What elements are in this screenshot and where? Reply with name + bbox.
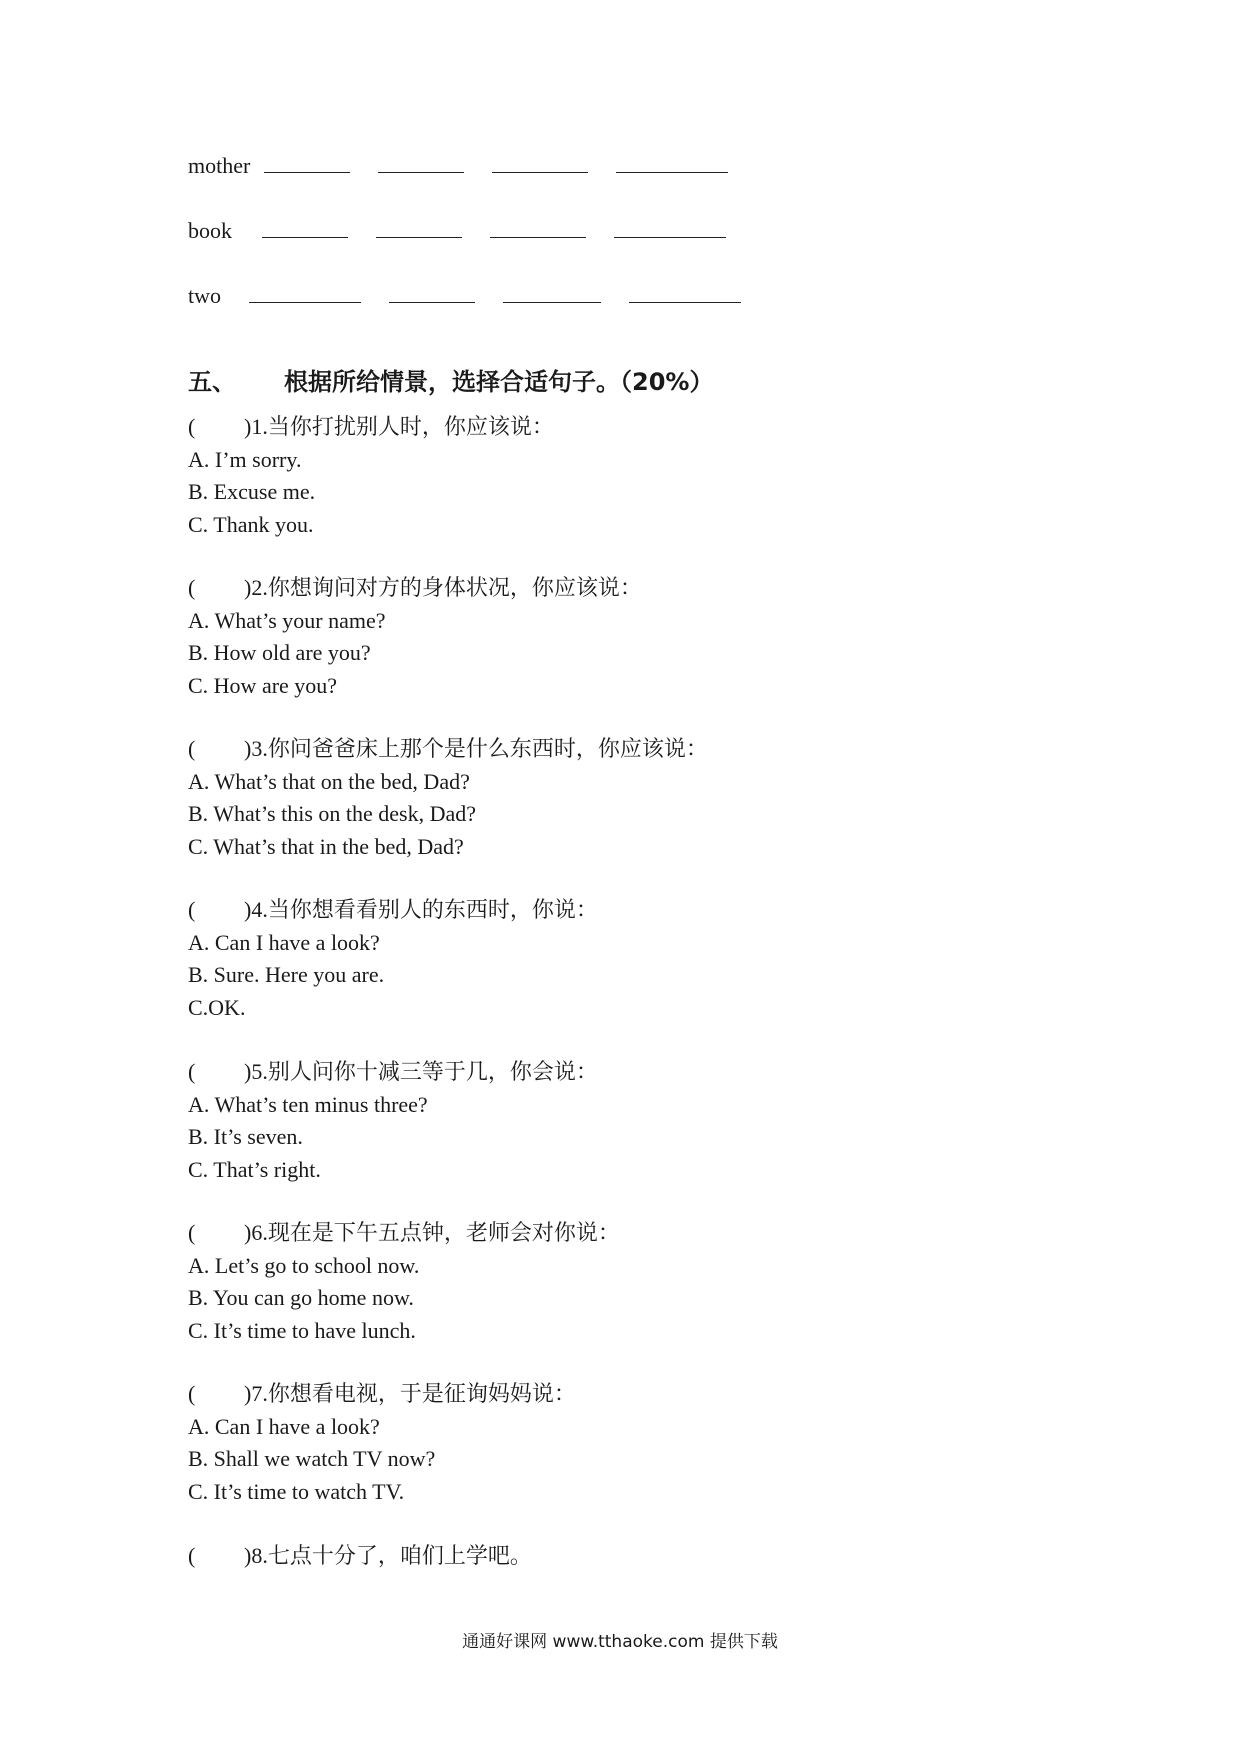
question-2: [188, 572, 642, 702]
answer-blank[interactable]: [264, 152, 350, 173]
question-6: [188, 1217, 620, 1347]
question-stem: [188, 1056, 598, 1089]
answer-blank[interactable]: [378, 152, 464, 173]
answer-blank[interactable]: [389, 282, 475, 303]
option-b: B. Shall we watch TV now?: [188, 1446, 436, 1471]
question-text: )4.当你想看看别人的东西时，你说：: [244, 897, 598, 922]
answer-paren[interactable]: (: [188, 1059, 196, 1084]
option-b: B. Sure. Here you are.: [188, 962, 385, 987]
question-3: [188, 733, 708, 863]
question-text: )7.你想看电视，于是征询妈妈说：: [244, 1381, 576, 1406]
answer-paren[interactable]: (: [188, 1220, 196, 1245]
question-1: [188, 411, 554, 541]
option-b: B. How old are you?: [188, 640, 371, 665]
question-text: )2.你想询问对方的身体状况，你应该说：: [244, 575, 642, 600]
section-number: 五、: [188, 368, 236, 396]
option-a: A. What’s your name?: [188, 607, 386, 633]
word-row-mother: [188, 152, 756, 180]
option-a: A. Can I have a look?: [188, 1413, 380, 1439]
question-stem: [188, 572, 642, 605]
section-heading: [188, 365, 713, 399]
answer-paren[interactable]: (: [188, 1543, 196, 1568]
question-text: )6.现在是下午五点钟，老师会对你说：: [244, 1220, 620, 1245]
option-a: A. Can I have a look?: [188, 929, 380, 955]
question-stem: [188, 1378, 576, 1411]
option-c: C. That’s right.: [188, 1156, 321, 1182]
word-row-book: [188, 217, 754, 245]
answer-blank[interactable]: [249, 282, 361, 303]
answer-paren[interactable]: (: [188, 736, 196, 761]
option-c: C. What’s that in the bed, Dad?: [188, 833, 464, 859]
option-c: C. Thank you.: [188, 511, 314, 537]
footer-credit: 通通好课网 www.tthaoke.com 提供下载: [462, 1632, 778, 1652]
word-label: two: [188, 283, 221, 308]
option-a: A. What’s that on the bed, Dad?: [188, 768, 470, 794]
option-b: B. What’s this on the desk, Dad?: [188, 801, 476, 826]
word-row-two: [188, 282, 769, 310]
option-c: C.OK.: [188, 994, 246, 1020]
answer-paren[interactable]: (: [188, 575, 196, 600]
option-a: A. What’s ten minus three?: [188, 1091, 428, 1117]
question-text: )1.当你打扰别人时，你应该说：: [244, 414, 554, 439]
question-stem: [188, 1217, 620, 1250]
option-a: A. I’m sorry.: [188, 446, 302, 472]
answer-blank[interactable]: [492, 152, 588, 173]
option-b: B. It’s seven.: [188, 1124, 303, 1149]
question-8: [188, 1540, 532, 1573]
answer-paren[interactable]: (: [188, 414, 196, 439]
question-4: [188, 894, 598, 1024]
question-stem: [188, 411, 554, 444]
word-label: mother: [188, 153, 251, 178]
question-5: [188, 1056, 598, 1186]
option-c: C. It’s time to have lunch.: [188, 1317, 416, 1343]
question-text: )8.七点十分了，咱们上学吧。: [244, 1543, 532, 1568]
question-text: )3.你问爸爸床上那个是什么东西时，你应该说：: [244, 736, 708, 761]
answer-paren[interactable]: (: [188, 897, 196, 922]
option-b: B. You can go home now.: [188, 1285, 414, 1310]
question-stem: [188, 733, 708, 766]
section-title: 根据所给情景，选择合适句子。（20%）: [284, 368, 714, 396]
word-label: book: [188, 218, 232, 243]
option-a: A. Let’s go to school now.: [188, 1252, 420, 1278]
answer-blank[interactable]: [629, 282, 741, 303]
answer-blank[interactable]: [262, 217, 348, 238]
answer-blank[interactable]: [376, 217, 462, 238]
question-text: )5.别人问你十减三等于几，你会说：: [244, 1059, 598, 1084]
question-stem: [188, 894, 598, 927]
answer-blank[interactable]: [503, 282, 601, 303]
answer-blank[interactable]: [614, 217, 726, 238]
question-stem: [188, 1540, 532, 1573]
answer-blank[interactable]: [616, 152, 728, 173]
answer-blank[interactable]: [490, 217, 586, 238]
answer-paren[interactable]: (: [188, 1381, 196, 1406]
option-c: C. It’s time to watch TV.: [188, 1478, 405, 1504]
question-7: [188, 1378, 576, 1508]
option-b: B. Excuse me.: [188, 479, 316, 504]
option-c: C. How are you?: [188, 672, 338, 698]
